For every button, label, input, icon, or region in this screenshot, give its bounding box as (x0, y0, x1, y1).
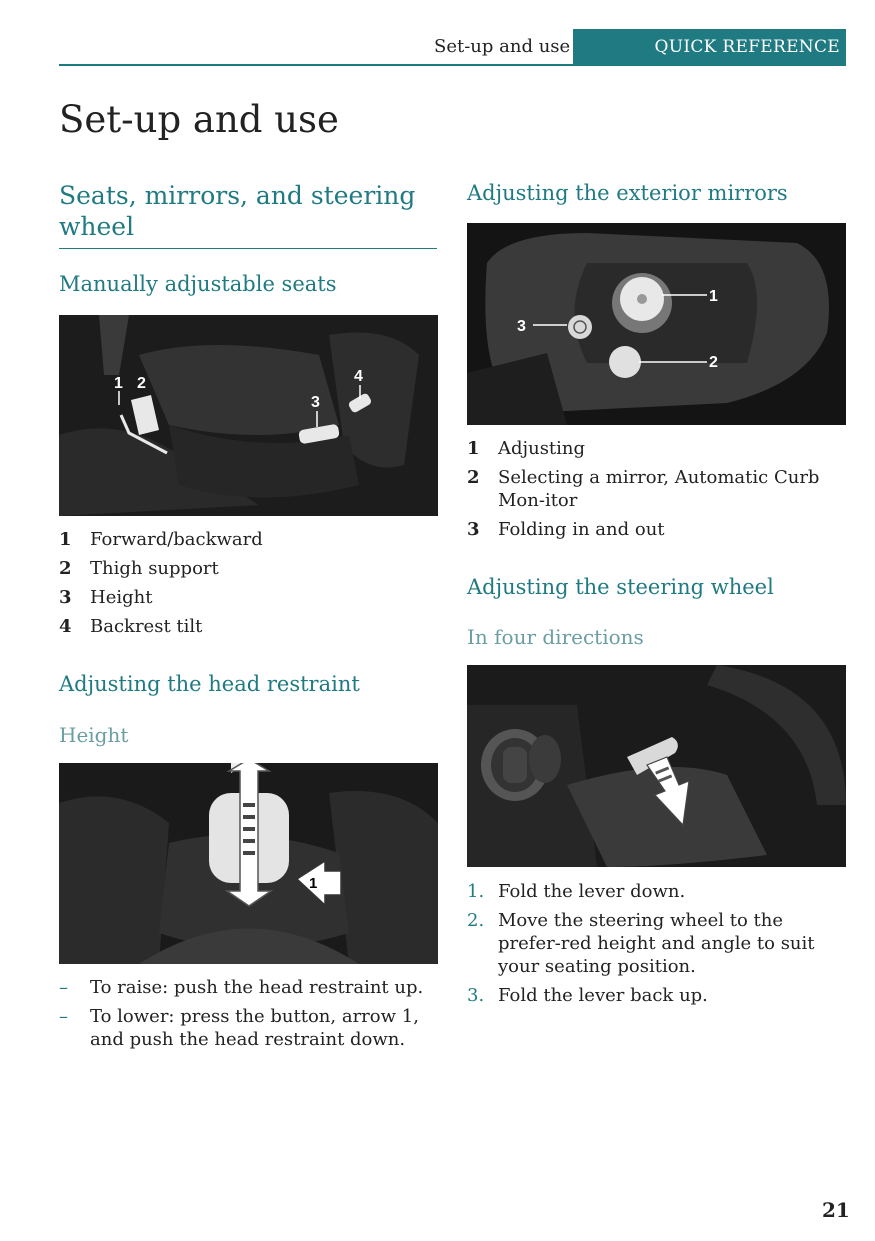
item-number: 3 (59, 587, 72, 608)
item-text: Folding in and out (498, 519, 665, 540)
item-text: Height (90, 587, 153, 608)
mirror-label-3: 3 (517, 318, 526, 335)
steering-lever-illustration (467, 665, 846, 867)
seat-label-4: 4 (354, 368, 363, 385)
seat-label-3: 3 (311, 394, 320, 411)
subheading-height: Height (59, 723, 129, 747)
running-header-section: Set-up and use (434, 36, 571, 57)
item-text: To raise: push the head restraint up. (90, 977, 424, 998)
head-restraint-illustration (59, 763, 438, 964)
mirror-label-2: 2 (709, 354, 718, 371)
steering-steps (467, 880, 847, 1013)
item-number: 1 (59, 529, 72, 550)
list-item (467, 437, 847, 460)
list-item (467, 518, 847, 541)
list-item (467, 909, 847, 978)
step-number: 2. (467, 910, 485, 931)
step-number: 3. (467, 985, 485, 1006)
item-number: 4 (59, 616, 72, 637)
list-item (59, 586, 439, 609)
list-item (467, 466, 847, 512)
running-header-tab: QUICK REFERENCE (573, 29, 846, 65)
list-item (59, 528, 439, 551)
mirror-controls-illustration (467, 223, 846, 425)
bullet: – (59, 977, 68, 998)
head-restraint-steps (59, 976, 439, 1057)
mirror-label-1: 1 (709, 288, 718, 305)
mirror-legend-list (467, 437, 847, 547)
item-number: 2 (59, 558, 72, 579)
item-number: 2 (467, 467, 480, 488)
heading-seats-mirrors-steering: Seats, mirrors, and steering wheel (59, 181, 416, 241)
header-rule (59, 64, 846, 66)
heading-head-restraint: Adjusting the head restraint (59, 672, 360, 696)
heading-manual-seats: Manually adjustable seats (59, 272, 337, 296)
item-number: 3 (467, 519, 480, 540)
item-text: Selecting a mirror, Automatic Curb Mon-itor (498, 467, 820, 511)
list-item (59, 976, 439, 999)
bullet: – (59, 1006, 68, 1027)
list-item (59, 615, 439, 638)
seat-label-1: 1 (114, 375, 123, 392)
item-number: 1 (467, 438, 480, 459)
heading-exterior-mirrors: Adjusting the exterior mirrors (467, 181, 788, 205)
item-text: Thigh support (90, 558, 219, 579)
section-rule (59, 248, 437, 249)
list-item (59, 1005, 439, 1051)
item-text: Forward/backward (90, 529, 263, 550)
seat-legend-list (59, 528, 439, 644)
list-item (467, 984, 847, 1007)
list-item (467, 880, 847, 903)
item-text: Fold the lever back up. (498, 985, 708, 1006)
page-number: 21 (822, 1198, 850, 1222)
item-text: Backrest tilt (90, 616, 203, 637)
subheading-four-directions: In four directions (467, 625, 644, 649)
step-number: 1. (467, 881, 485, 902)
page-title: Set-up and use (59, 98, 339, 141)
heading-steering-wheel: Adjusting the steering wheel (467, 575, 774, 599)
item-text: Fold the lever down. (498, 881, 686, 902)
seat-adjust-illustration (59, 315, 438, 516)
item-text: To lower: press the button, arrow 1, and push the head restraint down. (90, 1006, 419, 1050)
list-item (59, 557, 439, 580)
item-text: Move the steering wheel to the prefer-red height and angle to suit your seating position. (498, 910, 815, 977)
head-label-1: 1 (309, 875, 318, 892)
item-text: Adjusting (498, 438, 586, 459)
seat-label-2: 2 (137, 375, 146, 392)
